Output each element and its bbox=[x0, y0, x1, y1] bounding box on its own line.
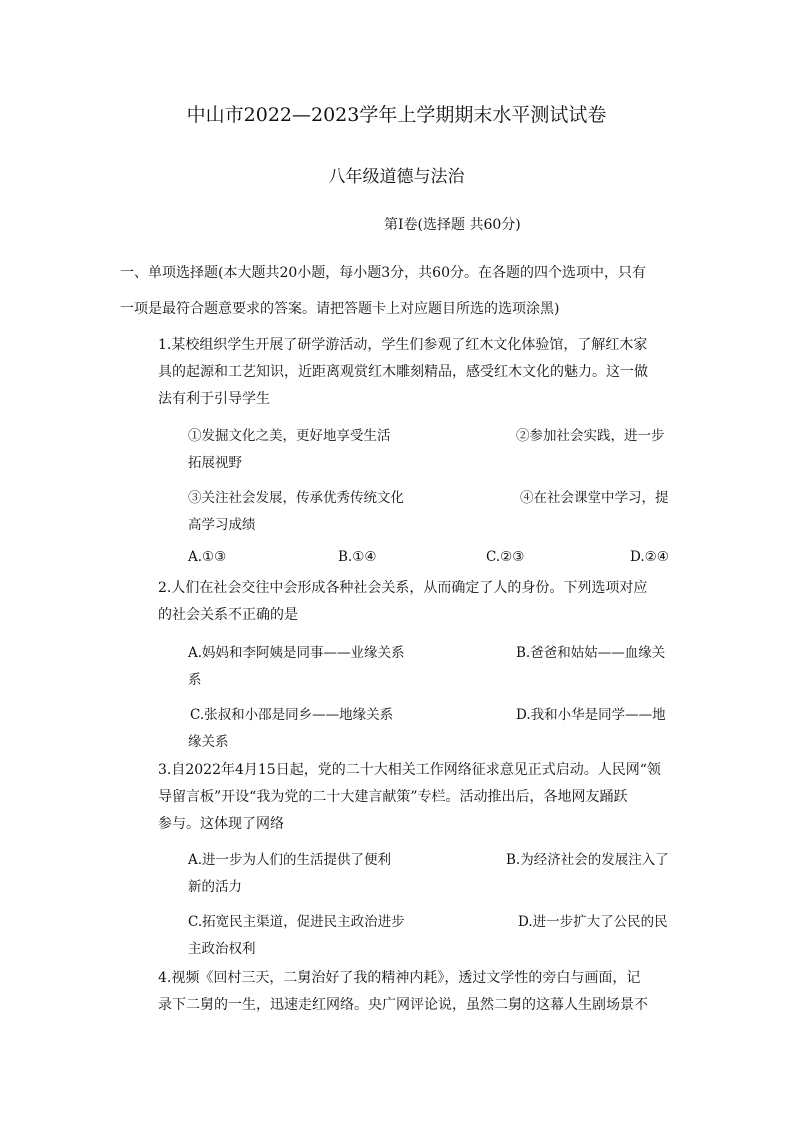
statement: 拓展视野 bbox=[188, 455, 242, 471]
question-stem-line: 4.视频《回村三天，二舅治好了我的精神内耗》，透过文学性的旁白与画面，记 bbox=[158, 970, 641, 986]
instructions-line: 一项是最符合题意要求的答案。请把答题卡上对应题目所选的选项涂黑) bbox=[120, 301, 560, 317]
question-stem-line: 录下二舅的一生，迅速走红网络。央广网评论说，虽然二舅的这幕人生剧场景不 bbox=[158, 997, 648, 1013]
answer-option: 新的活力 bbox=[188, 879, 242, 895]
statement: 高学习成绩 bbox=[188, 517, 256, 533]
question-stem-line: 参与。这体现了网络 bbox=[158, 816, 284, 832]
answer-option: C.张叔和小邵是同乡——地缘关系 bbox=[190, 707, 394, 723]
question-stem-line: 法有利于引导学生 bbox=[158, 391, 270, 407]
answer-option: B.①④ bbox=[338, 549, 377, 565]
answer-option: 系 bbox=[188, 672, 202, 688]
statement: ②参加社会实践，进一步 bbox=[516, 428, 665, 444]
question-stem-line: 的社会关系不正确的是 bbox=[158, 607, 298, 623]
statement: ①发掘文化之美，更好地享受生活 bbox=[188, 428, 391, 444]
question-stem-line: 1.某校组织学生开展了研学游活动，学生们参观了红木文化体验馆，了解红木家 bbox=[158, 337, 648, 353]
answer-option: B.爸爸和姑姑——血缘关 bbox=[516, 645, 666, 661]
exam-subtitle: 八年级道德与法治 bbox=[328, 167, 465, 187]
statement: ③关注社会发展，传承优秀传统文化 bbox=[188, 490, 404, 506]
answer-option: C.拓宽民主渠道，促进民主政治进步 bbox=[188, 914, 405, 930]
answer-option: A.①③ bbox=[188, 549, 227, 565]
answer-option: D.我和小华是同学——地 bbox=[516, 707, 666, 723]
answer-option: A.妈妈和李阿姨是同事——业缘关系 bbox=[188, 645, 405, 661]
answer-option: B.为经济社会的发展注入了 bbox=[506, 852, 669, 868]
answer-option: C.②③ bbox=[486, 549, 525, 565]
statement: ④在社会课堂中学习，提 bbox=[520, 490, 669, 506]
answer-option: 缘关系 bbox=[188, 734, 229, 750]
answer-option: D.进一步扩大了公民的民 bbox=[518, 914, 668, 930]
instructions-line: 一、单项选择题(本大题共20小题，每小题3分，共60分。在各题的四个选项中，只有 bbox=[120, 265, 646, 281]
question-stem-line: 3.自2022年4月15日起，党的二十大相关工作网络征求意见正式启动。人民网“领 bbox=[158, 762, 661, 778]
answer-option: 主政治权利 bbox=[188, 941, 256, 957]
question-stem-line: 2.人们在社会交往中会形成各种社会关系，从而确定了人的身份。下列选项对应 bbox=[158, 580, 648, 596]
question-stem-line: 导留言板”开设“我为党的二十大建言献策”专栏。活动推出后，各地网友踊跃 bbox=[158, 789, 628, 805]
question-stem-line: 具的起源和工艺知识，近距离观赏红木雕刻精品，感受红木文化的魅力。这一做 bbox=[158, 364, 648, 380]
answer-option: A.进一步为人们的生活提供了便利 bbox=[188, 852, 392, 868]
answer-option: D.②④ bbox=[630, 549, 669, 565]
section-heading: 第Ⅰ卷(选择题 共60分) bbox=[384, 217, 521, 233]
exam-title: 中山市2022—2023学年上学期期末水平测试试卷 bbox=[186, 104, 607, 126]
